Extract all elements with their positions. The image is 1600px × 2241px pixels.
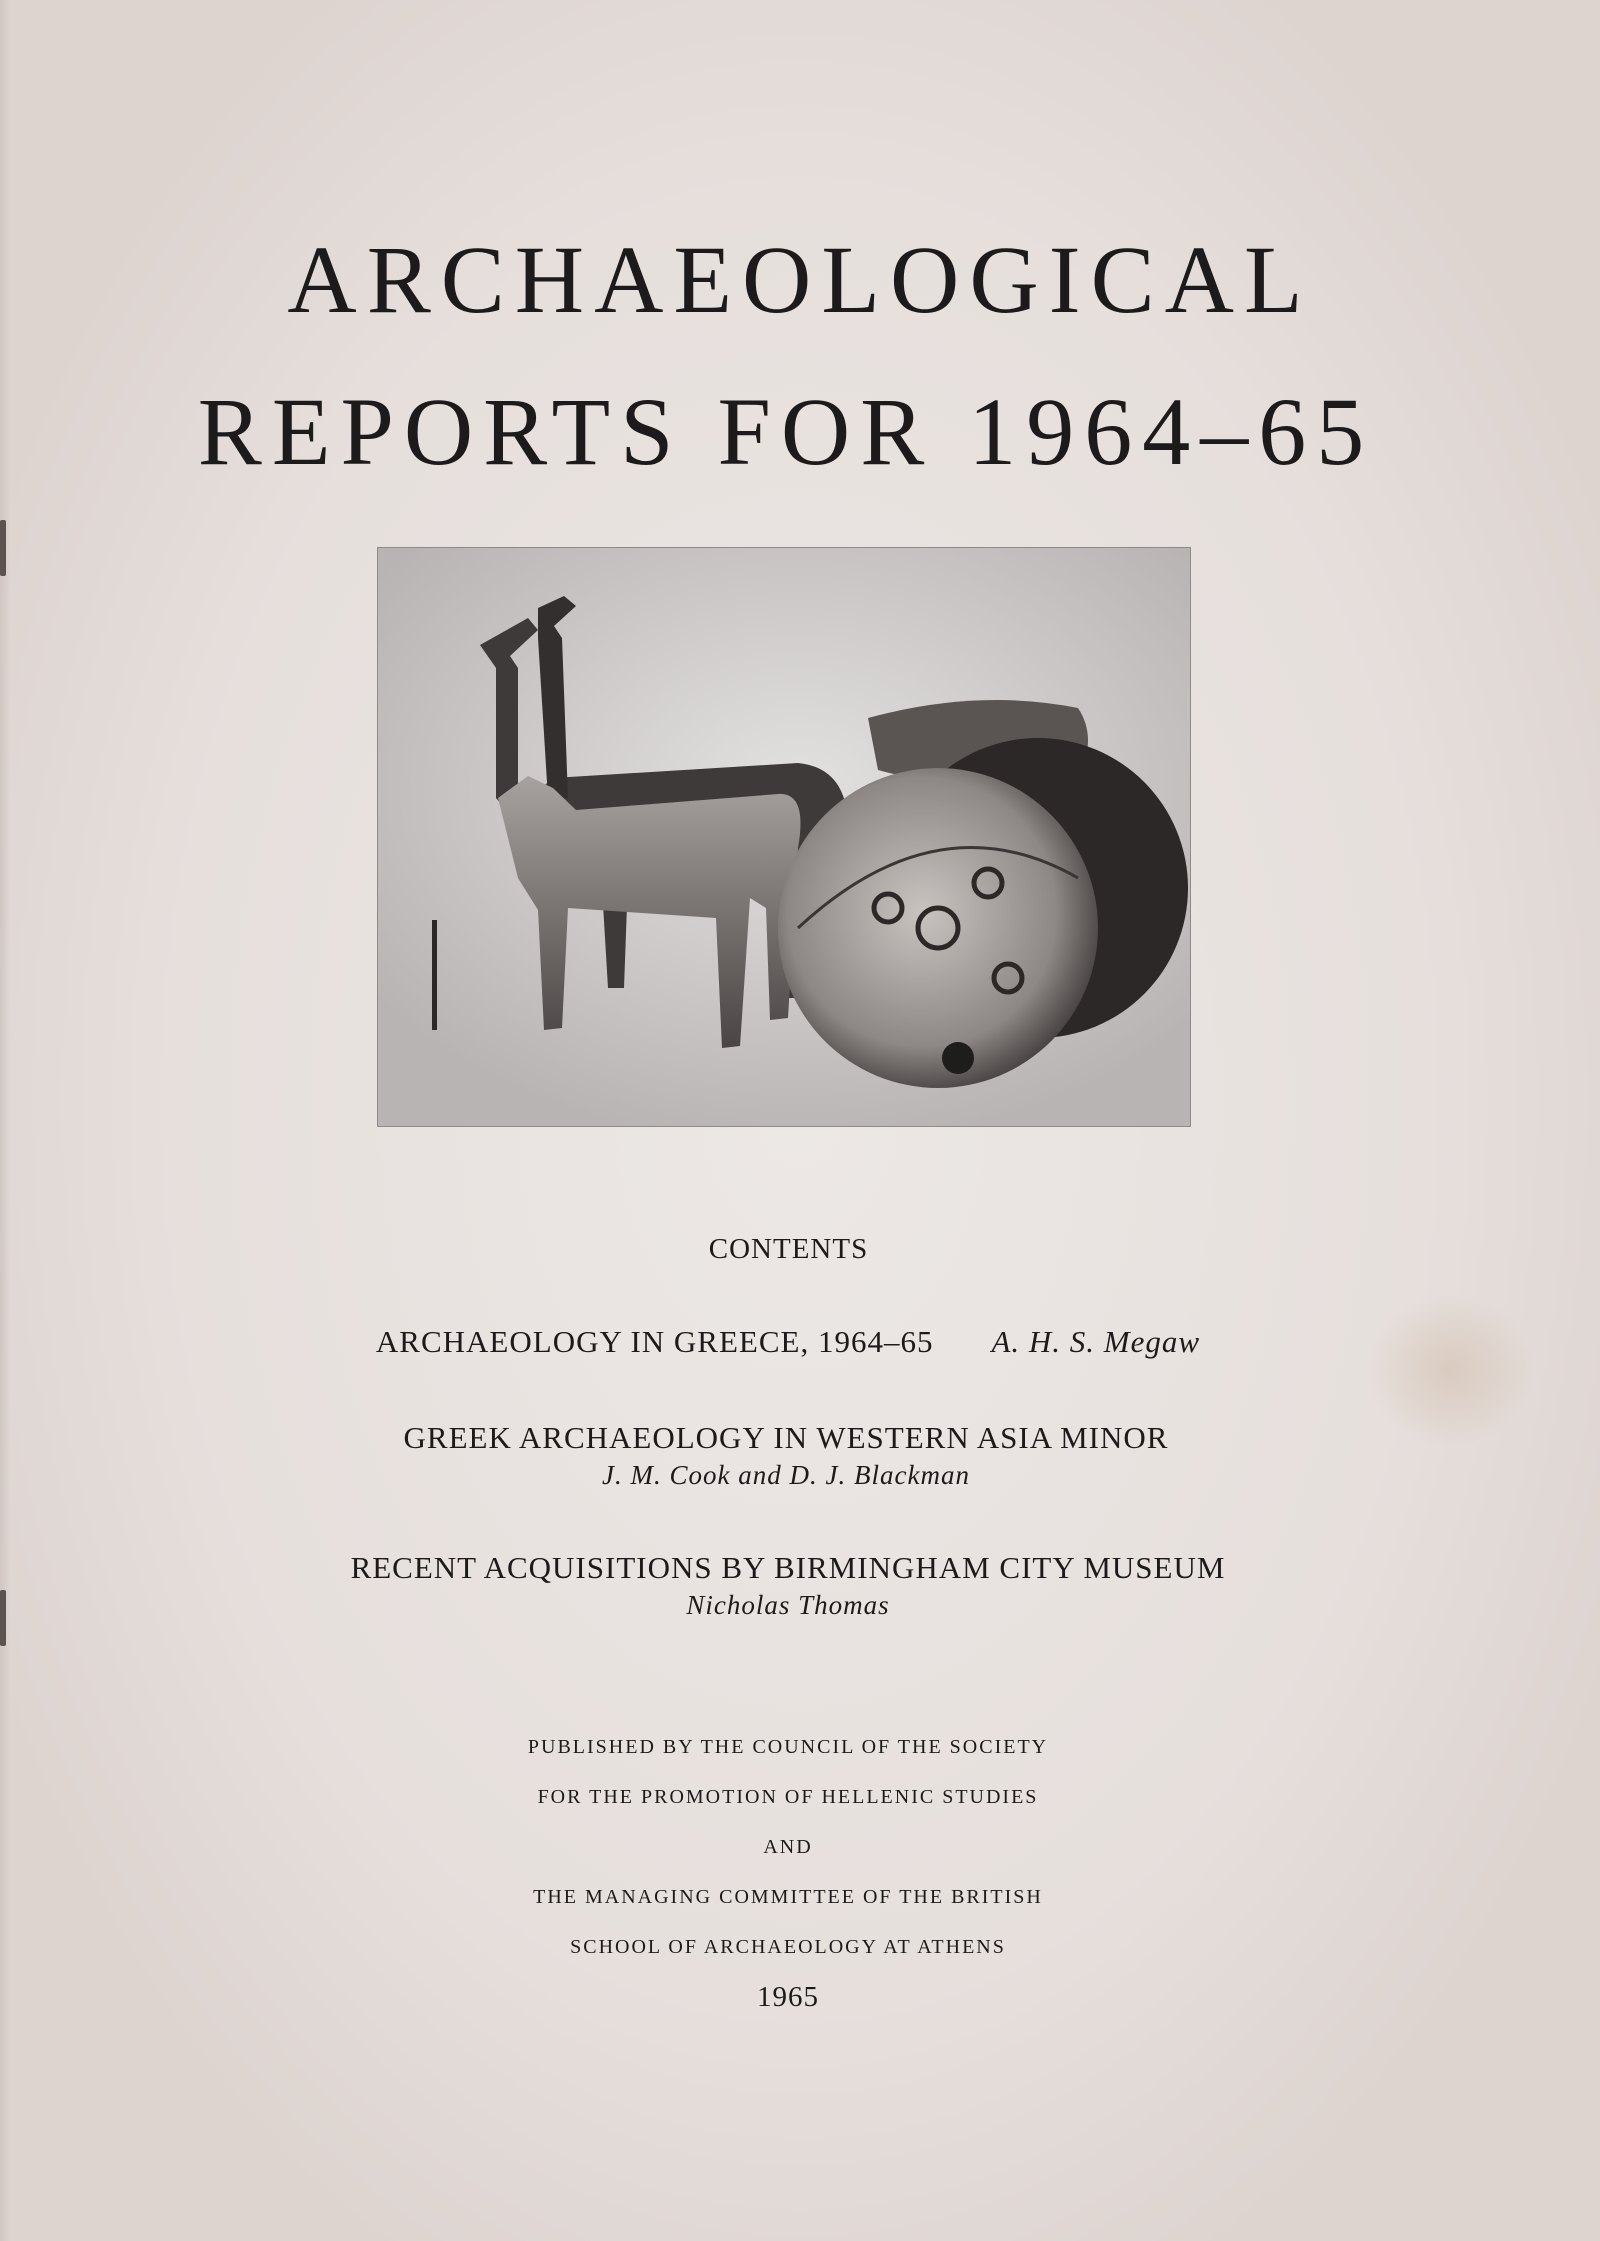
vessel-body <box>778 768 1098 1088</box>
publisher-line: AND <box>763 1836 813 1858</box>
title-line-1: ARCHAEOLOGICAL <box>287 226 1313 334</box>
entry-title: ARCHAEOLOGY IN GREECE, 1964–65 <box>375 1324 934 1359</box>
animal-figurine-front <box>498 776 801 1048</box>
publisher-line: FOR THE PROMOTION OF HELLENIC STUDIES <box>537 1786 1039 1808</box>
cover-photo <box>378 548 1190 1126</box>
vessel-ornament <box>942 1042 974 1074</box>
contents-entry <box>0 1420 1586 1491</box>
figurines-illustration <box>378 548 1190 1126</box>
publication-year: 1965 <box>757 1981 819 2013</box>
scale-bar <box>432 920 437 1030</box>
title-line-2: REPORTS FOR 1964–65 <box>197 378 1375 486</box>
publisher-line: THE MANAGING COMMITTEE OF THE BRITISH <box>533 1886 1043 1908</box>
entry-title: GREEK ARCHAEOLOGY IN WESTERN ASIA MINOR <box>403 1420 1169 1455</box>
publisher-block <box>0 1730 1588 2030</box>
entry-author: Nicholas Thomas <box>686 1590 890 1620</box>
staple-top <box>0 520 6 576</box>
entry-author: A. H. S. Megaw <box>991 1324 1201 1359</box>
contents-heading: CONTENTS <box>708 1233 869 1265</box>
contents-entry <box>0 1550 1588 1621</box>
publisher-line: PUBLISHED BY THE COUNCIL OF THE SOCIETY <box>527 1736 1049 1758</box>
entry-author: J. M. Cook and D. J. Blackman <box>602 1460 970 1490</box>
contents-entry <box>0 1324 1588 1360</box>
publisher-line: SCHOOL OF ARCHAEOLOGY AT ATHENS <box>570 1936 1006 1958</box>
animal-neck <box>538 596 576 798</box>
entry-title: RECENT ACQUISITIONS BY BIRMINGHAM CITY MUSEUM <box>350 1550 1226 1585</box>
